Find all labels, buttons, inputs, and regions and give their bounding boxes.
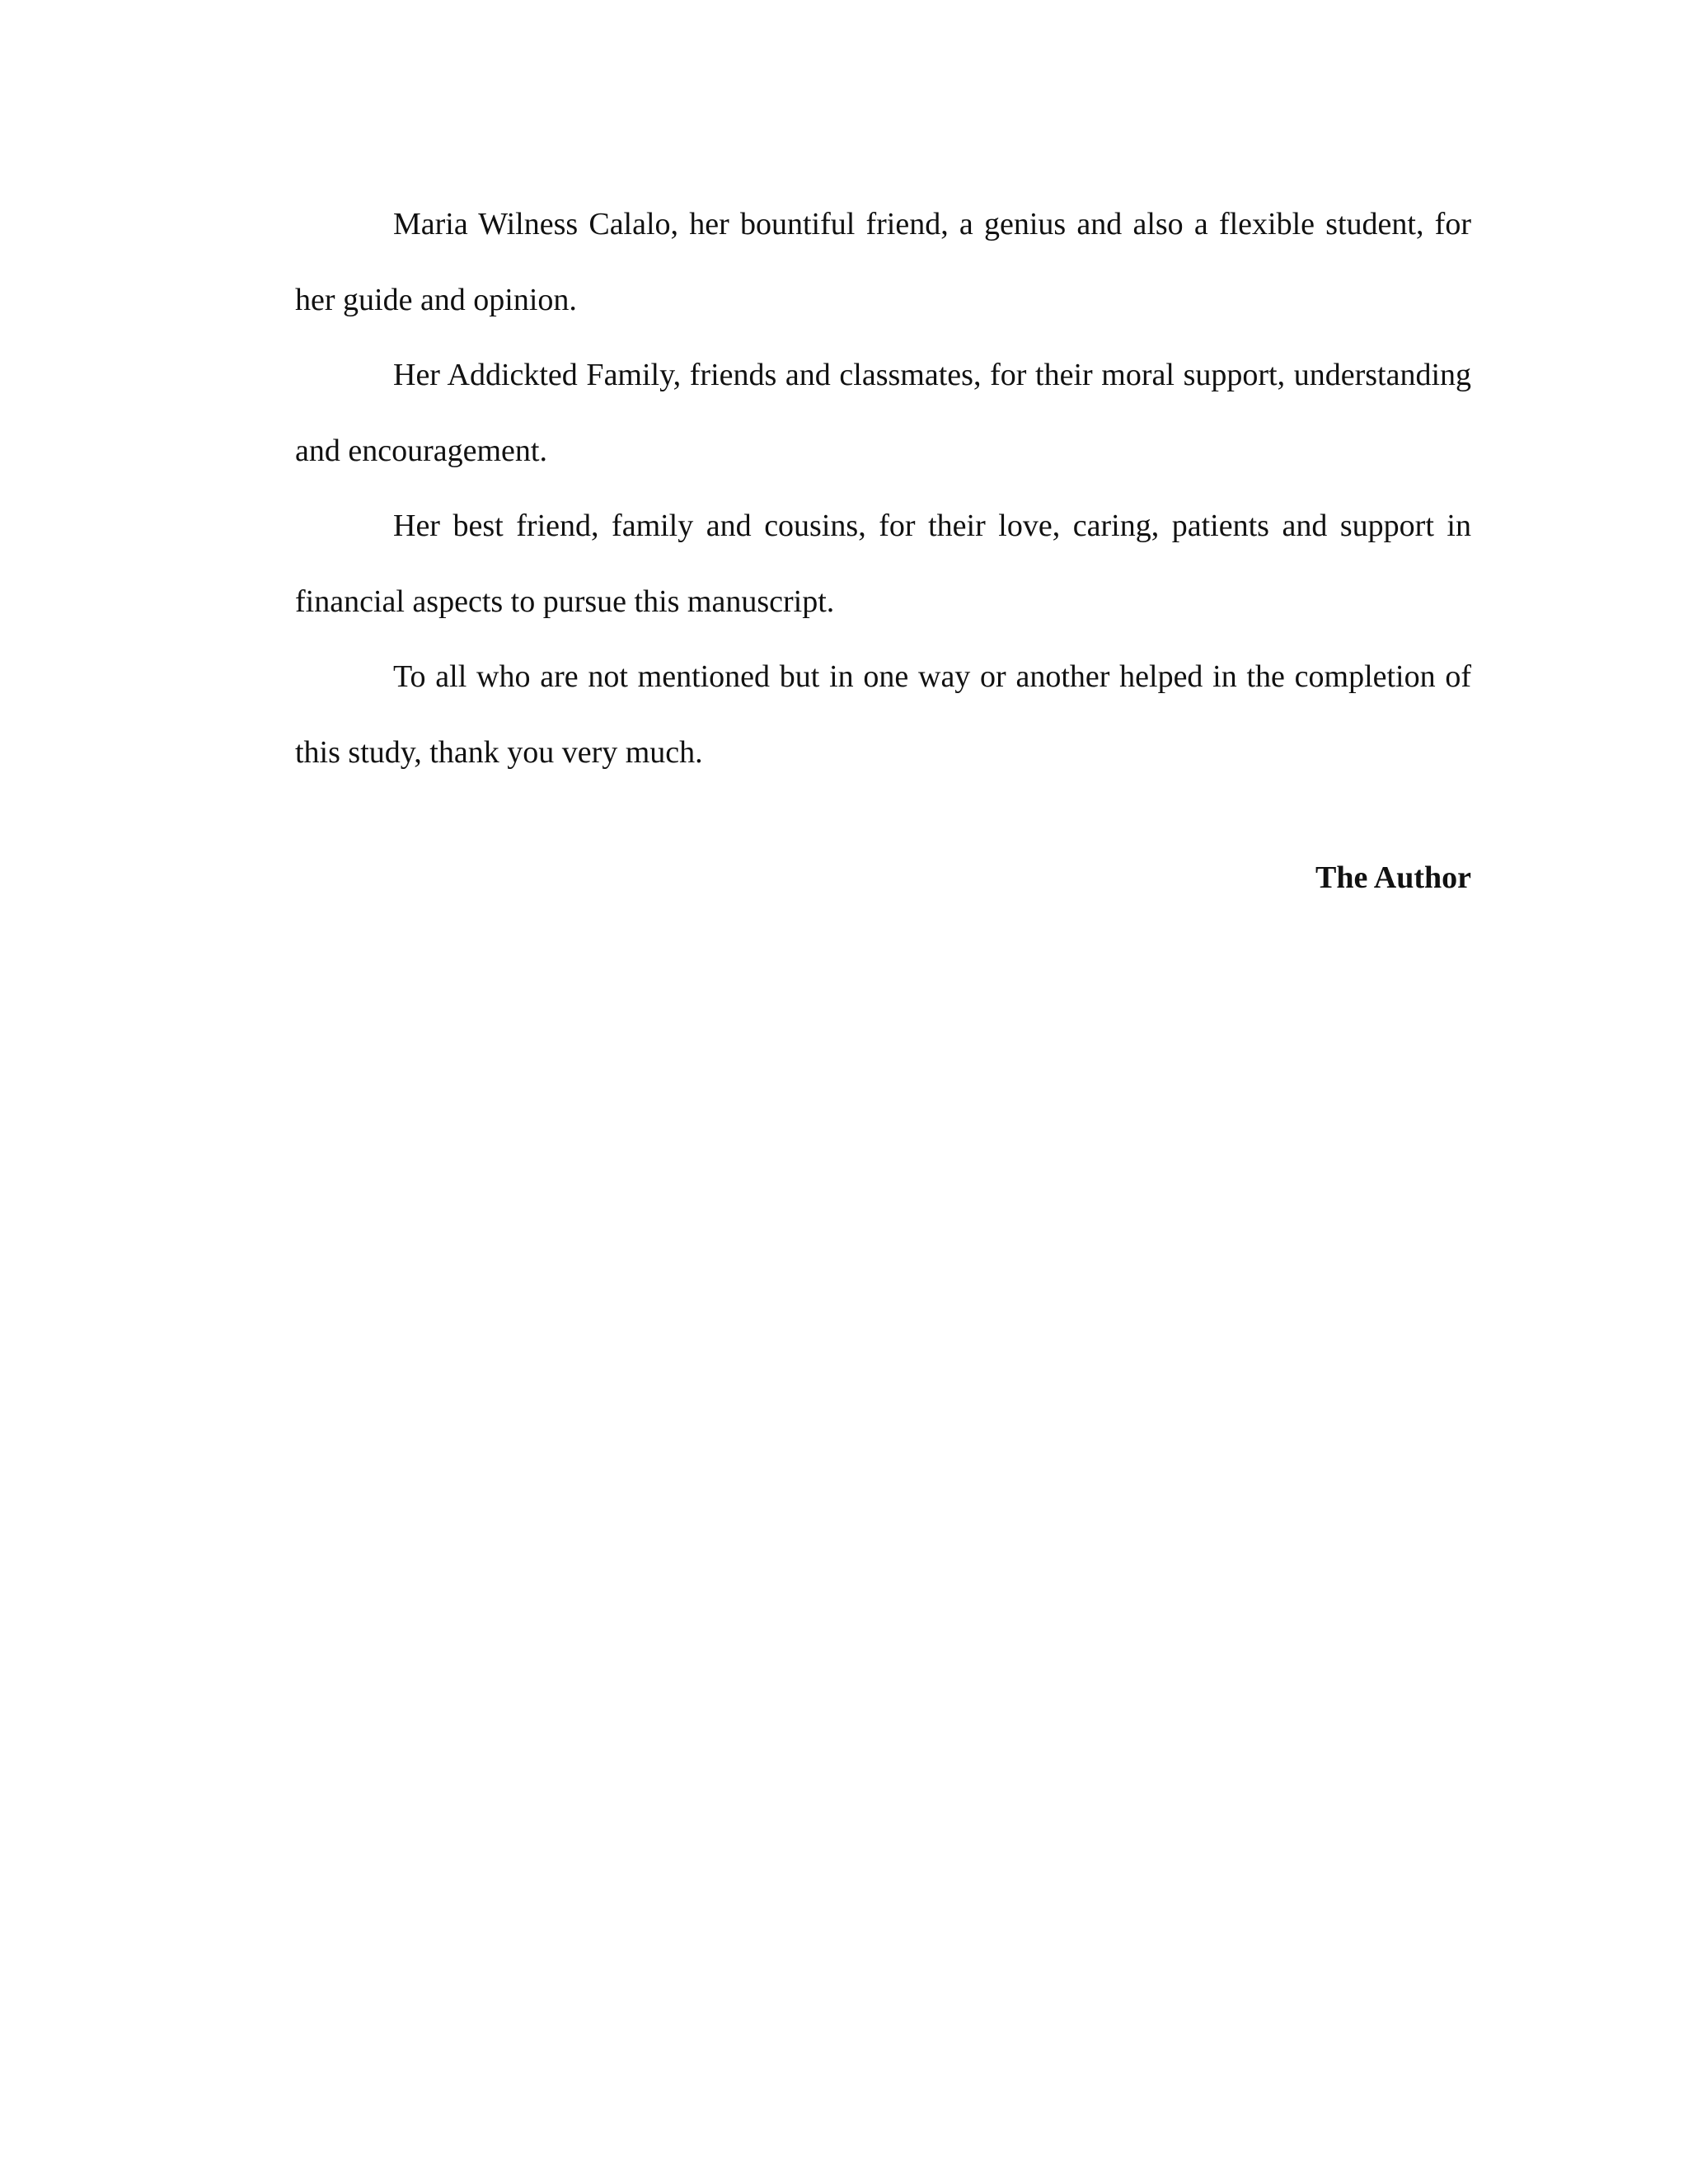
acknowledgement-paragraph: To all who are not mentioned but in one way or another helped in the completion of this study, thank you very much. [295,659,1471,770]
acknowledgement-paragraph: Her best friend, family and cousins, for their love, caring, patients and support in financial aspects to pursue this manuscript. [295,509,1471,619]
acknowledgement-paragraph: Maria Wilness Calalo, her bountiful friend, a genius and also a flexible student, for her guide and opinion. [295,207,1471,317]
author-signature: The Author [1315,860,1471,895]
acknowledgements-body [295,187,1471,916]
acknowledgement-paragraph: Her Addickted Family, friends and classmates, for their moral support, understanding and encouragement. [295,358,1471,468]
